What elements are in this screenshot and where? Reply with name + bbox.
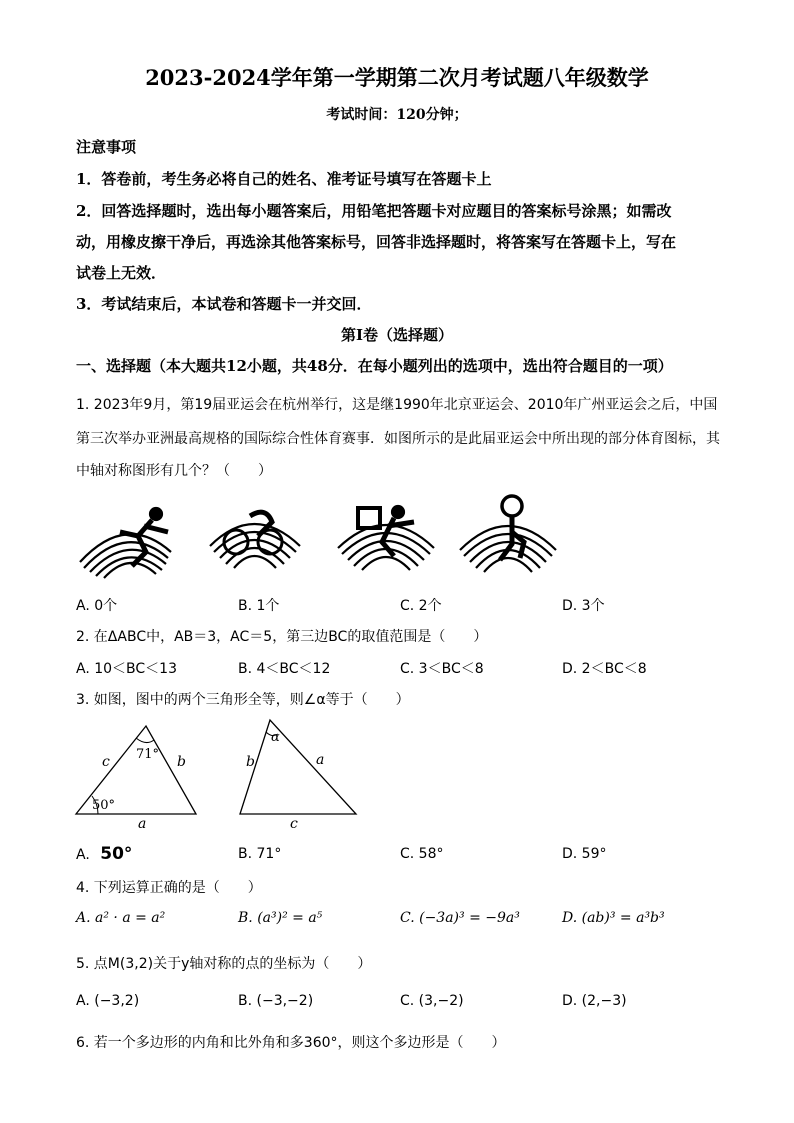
q3-stem: 3. 如图，图中的两个三角形全等，则∠α等于（ ） [76, 692, 410, 708]
tri2-side-c: c [290, 816, 298, 832]
q2-option-d[interactable]: D. 2＜BC＜8 [562, 661, 647, 677]
volume-heading: 第I卷（选择题） [340, 326, 454, 344]
tri2-alpha-angle: α [271, 730, 280, 745]
q4-option-c[interactable]: C. (−3a)³ = −9a³ [400, 910, 520, 926]
q3-option-c[interactable]: C. 58° [400, 846, 444, 862]
q1-line-1: 1. 2023年9月，第19届亚运会在杭州举行，这是继1990年北京亚运会、2010年广州亚运会之后，中国 [76, 397, 718, 413]
note-item-2-line-1: 2．回答选择题时，选出每小题答案后，用铅笔把答题卡对应题目的答案标号涂黑；如需改 [76, 202, 672, 220]
q2-option-a[interactable]: A. 10＜BC＜13 [76, 661, 177, 677]
q5-stem: 5. 点M(3,2)关于y轴对称的点的坐标为（ ） [76, 956, 372, 972]
q4-option-d[interactable]: D. (ab)³ = a³b³ [562, 910, 665, 926]
q2-option-c[interactable]: C. 3＜BC＜8 [400, 661, 484, 677]
q1-option-a[interactable]: A. 0个 [76, 598, 118, 614]
tri1-side-a: a [138, 816, 147, 832]
note-item-2-line-3: 试卷上无效． [76, 264, 167, 282]
tri1-left-angle: 50° [92, 798, 116, 813]
gymnastics-icon [460, 496, 556, 572]
q5-option-d[interactable]: D. (2,−3) [562, 993, 627, 1009]
q5-option-c[interactable]: C. (3,−2) [400, 993, 464, 1009]
triangle-1 [76, 726, 196, 832]
notes-heading: 注意事项 [76, 138, 137, 156]
page-title: 2023-2024学年第一学期第二次月考试题八年级数学 [145, 65, 649, 90]
q3-option-a[interactable] [76, 844, 132, 864]
q2-option-b[interactable]: B. 4＜BC＜12 [238, 661, 331, 677]
section-heading: 一、选择题（本大题共12小题，共48分．在每小题列出的选项中，选出符合题目的一项） [76, 357, 673, 375]
q1-option-d[interactable]: D. 3个 [562, 598, 605, 614]
q1-line-3: 中轴对称图形有几个？（ ） [76, 463, 272, 479]
q5-option-b[interactable]: B. (−3,−2) [238, 993, 314, 1009]
tri1-side-b: b [177, 754, 186, 770]
note-item-3: 3．考试结束后，本试卷和答题卡一并交回． [76, 295, 372, 313]
q3-triangles-figure [70, 714, 370, 834]
q1-option-b[interactable]: B. 1个 [238, 598, 280, 614]
tri1-top-angle: 71° [136, 747, 160, 762]
sport-icons-figure [76, 492, 576, 582]
exam-time: 考试时间：120分钟； [326, 107, 468, 123]
q3-option-a-value: 50° [100, 844, 133, 864]
cycling-icon [210, 512, 300, 568]
q1-option-c[interactable]: C. 2个 [400, 598, 442, 614]
fencing-icon [338, 506, 434, 570]
q3-option-d[interactable]: D. 59° [562, 846, 607, 862]
q3-option-a-label: A. [76, 847, 90, 863]
q5-option-a[interactable]: A. (−3,2) [76, 993, 140, 1009]
q6-stem: 6. 若一个多边形的内角和比外角和多360°，则这个多边形是（ ） [76, 1035, 506, 1051]
q1-line-2: 第三次举办亚洲最高规格的国际综合性体育赛事．如图所示的是此届亚运会中所出现的部分体育图标，其 [76, 431, 720, 447]
triangle-2 [240, 720, 356, 832]
q4-stem: 4. 下列运算正确的是（ ） [76, 880, 262, 896]
note-item-1: 1．答卷前，考生务必将自己的姓名、准考证号填写在答题卡上 [76, 170, 492, 188]
note-item-2-line-2: 动，用橡皮擦干净后，再选涂其他答案标号，回答非选择题时，将答案写在答题卡上，写在 [76, 233, 677, 251]
tri1-side-c: c [102, 754, 110, 770]
q2-stem: 2. 在ΔABC中，AB＝3，AC＝5，第三边BC的取值范围是（ ） [76, 629, 488, 645]
q3-option-b[interactable]: B. 71° [238, 846, 282, 862]
tri2-side-a: a [316, 752, 325, 768]
q4-option-b[interactable]: B. (a³)² = a⁵ [238, 910, 323, 926]
running-icon [80, 508, 171, 578]
tri2-side-b: b [246, 754, 255, 770]
q4-option-a[interactable]: A. a² · a = a² [76, 910, 166, 926]
